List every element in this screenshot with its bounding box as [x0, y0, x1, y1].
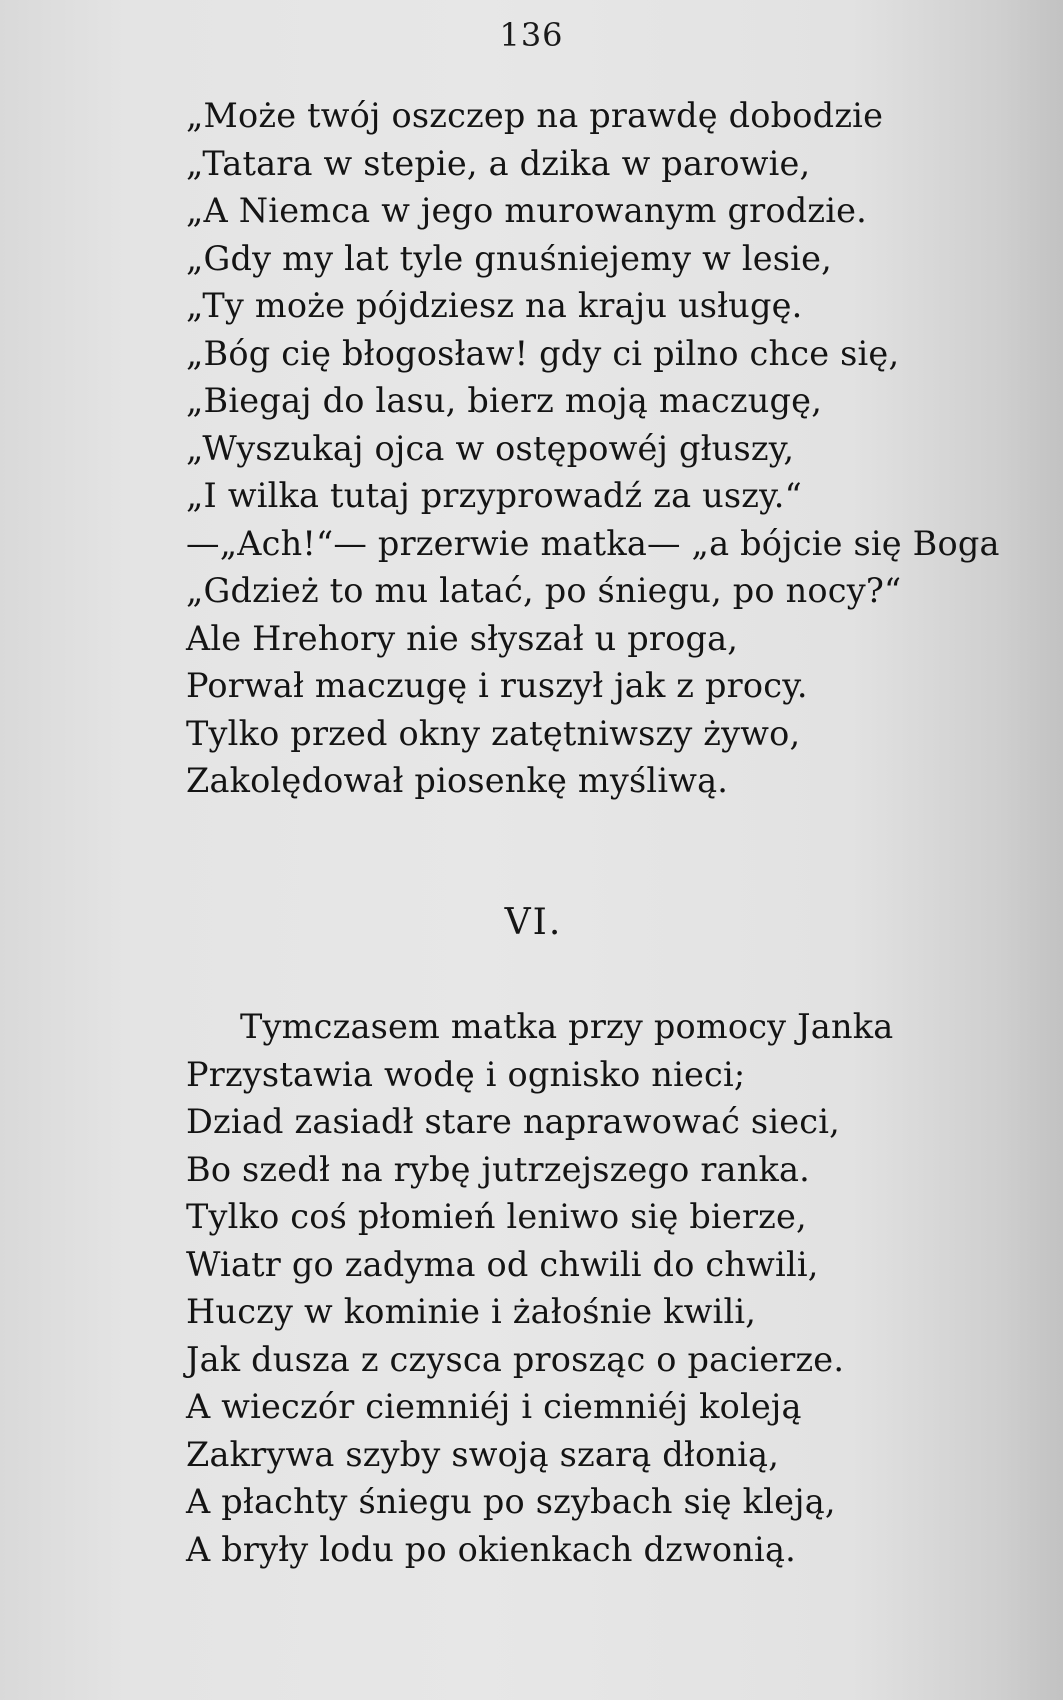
poem-stanza-1 — [186, 92, 1000, 805]
poem-line: A płachty śniegu po szybach się kleją, — [186, 1482, 836, 1521]
poem-line: Przystawia wodę i ognisko nieci; — [186, 1054, 746, 1094]
poem-line: „Ty może pójdziesz na kraju usługę. — [186, 286, 803, 325]
poem-line: „Biegaj do lasu, bierz moją maczugę, — [186, 381, 823, 420]
poem-line: A bryły lodu po okienkach dzwonią. — [186, 1529, 796, 1569]
poem-line: „Bóg cię błogosław! gdy ci pilno chce się, — [186, 333, 900, 373]
poem-line: A wieczór ciemniéj i ciemniéj koleją — [186, 1387, 802, 1426]
poem-line: Bo szedł na rybę jutrzejszego ranka. — [186, 1149, 811, 1189]
poem-line: Tylko coś płomień leniwo się bierze, — [186, 1197, 807, 1236]
poem-line: —„Ach!“— przerwie matka— „a bójcie się Boga — [186, 523, 1000, 563]
poem-line: Dziad zasiadł stare naprawować sieci, — [186, 1102, 840, 1141]
poem-line: „Tatara w stepie, a dzika w parowie, — [186, 143, 811, 183]
poem-line: Zakolędował piosenkę myśliwą. — [186, 761, 729, 800]
page-number: 136 — [499, 16, 564, 54]
poem-line: Wiatr go zadyma od chwili do chwili, — [186, 1244, 819, 1284]
poem-line: Ale Hrehory nie słyszał u proga, — [186, 618, 739, 658]
poem-line: Tymczasem matka przy pomocy Janka — [240, 1007, 894, 1046]
poem-line: Tylko przed okny zatętniwszy żywo, — [186, 713, 801, 753]
poem-line: „Może twój oszczep na prawdę dobodzie — [186, 96, 884, 135]
poem-line: „Gdy my lat tyle gnuśniejemy w lesie, — [186, 238, 832, 278]
poem-line: „I wilka tutaj przyprowadź za uszy.“ — [186, 476, 802, 515]
poem-line: Zakrywa szyby swoją szarą dłonią, — [186, 1434, 780, 1474]
poem-line: „Gdzież to mu latać, po śniegu, po nocy?“ — [186, 571, 902, 610]
poem-line: „A Niemca w jego murowanym grodzie. — [186, 191, 867, 230]
poem-line: Huczy w kominie i żałośnie kwili, — [186, 1292, 757, 1331]
section-heading-text: VI. — [504, 902, 563, 943]
poem-line: Jak dusza z czysca prosząc o pacierze. — [186, 1339, 845, 1379]
poem-line: Porwał maczugę i ruszył jak z procy. — [186, 666, 808, 705]
poem-stanza-2 — [186, 1003, 893, 1573]
poem-line: „Wyszukaj ojca w ostępowéj głuszy, — [186, 428, 795, 468]
section-heading — [0, 902, 1063, 943]
